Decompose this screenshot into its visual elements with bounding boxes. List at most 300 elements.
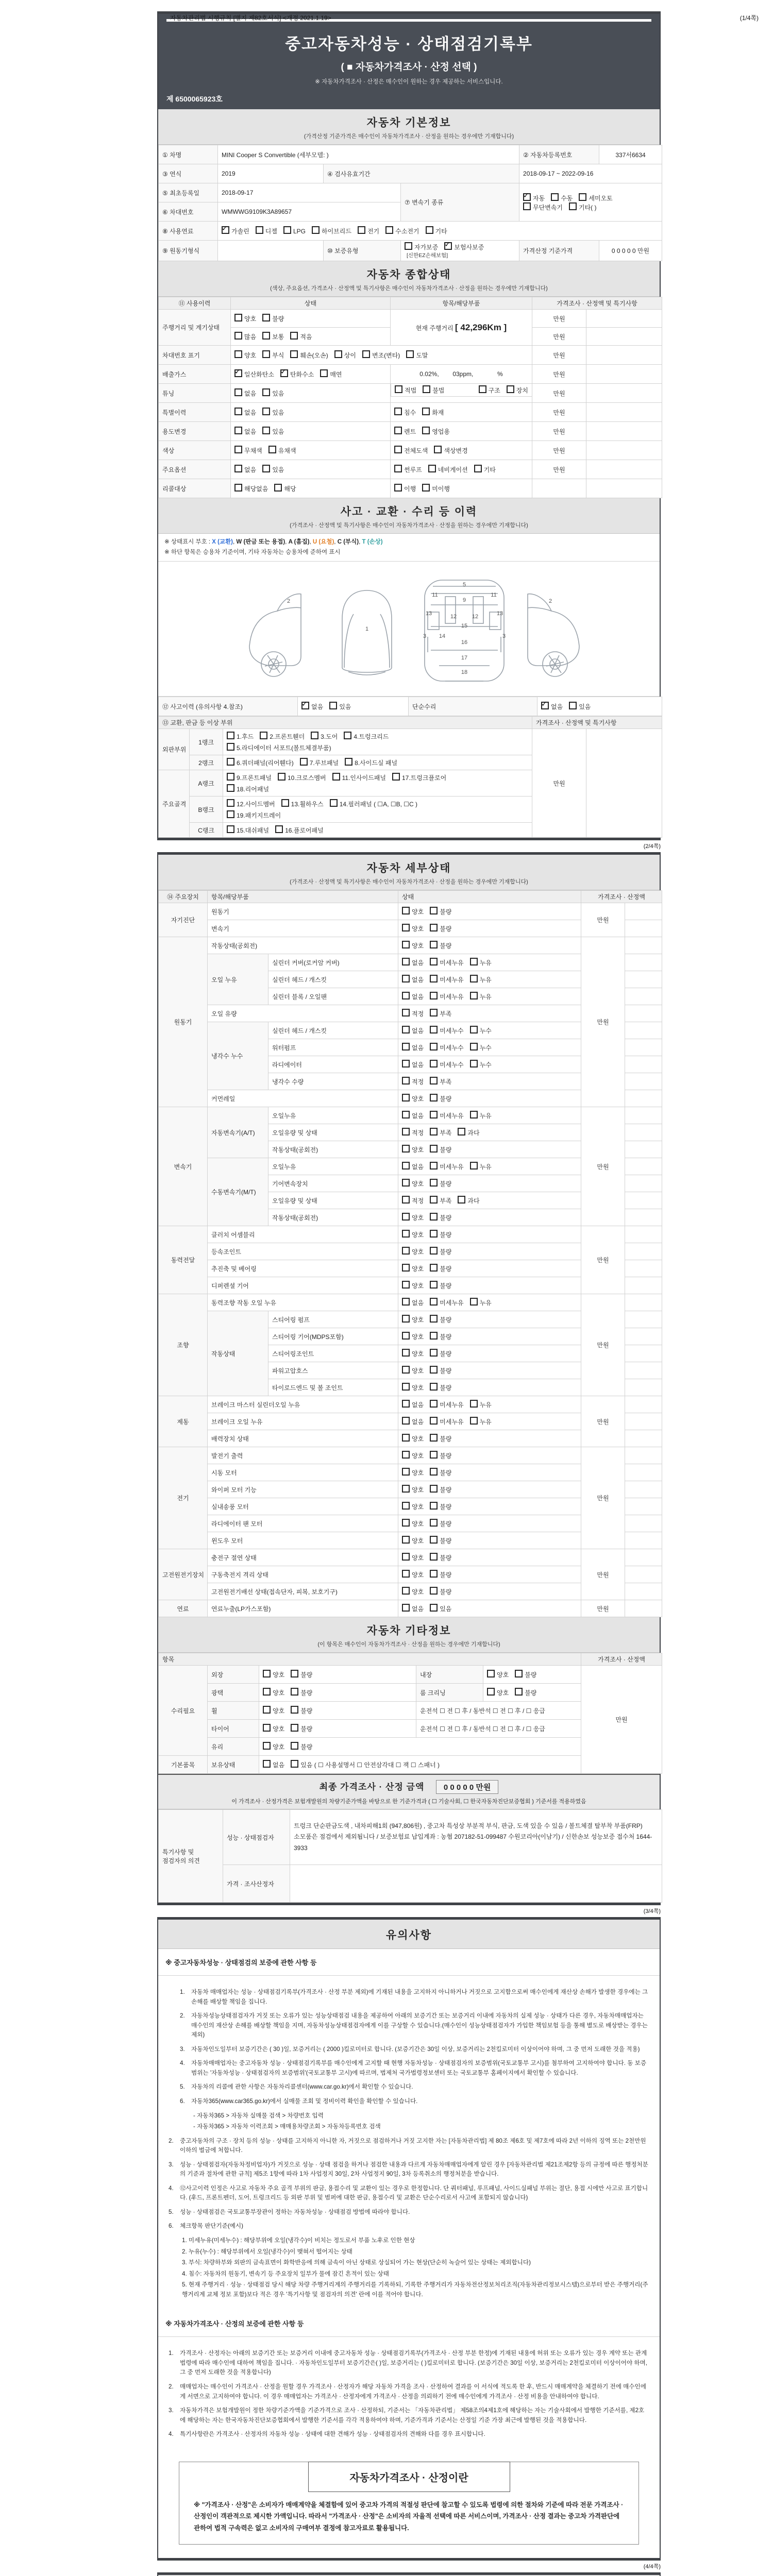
state-options bbox=[398, 937, 581, 954]
checkbox-누수[interactable] bbox=[470, 1060, 478, 1067]
checkbox-불량[interactable] bbox=[291, 1688, 298, 1696]
subgroup-label: 오일 누유 bbox=[208, 954, 268, 1005]
checkbox-누유[interactable] bbox=[470, 1400, 478, 1408]
checkbox-17.트렁크플로어[interactable] bbox=[392, 773, 400, 781]
notice-item-text: 자동차의 리콜에 관한 사항은 자동차리콜센터(www.car.go.kr)에서 확인할 수 있습니다. bbox=[191, 2083, 413, 2091]
option-label: 불량 bbox=[440, 1452, 452, 1460]
price-cell: 만원 bbox=[581, 1396, 625, 1447]
checkbox-해당[interactable] bbox=[274, 484, 282, 492]
checkbox-없음[interactable] bbox=[402, 1417, 410, 1425]
checkbox-과다[interactable] bbox=[458, 1128, 465, 1136]
checkbox-15.대쉬패널[interactable] bbox=[227, 825, 234, 833]
item-label: 작동상태(공회전) bbox=[268, 1209, 398, 1226]
checkbox-도말[interactable] bbox=[406, 350, 414, 358]
checkbox-과다[interactable] bbox=[458, 1196, 465, 1204]
checkbox-양호[interactable] bbox=[402, 1383, 410, 1391]
checkbox-양호[interactable] bbox=[263, 1670, 271, 1677]
notice-item-text: ⑫사고이력 인정은 사고로 자동차 주요 골격 부위의 판금, 용접수리 및 교환이 있는 경우로 한정합니다. 단 쿼터패널, 루프패널, 사이드실패널 부위는 절단, 용접 시에만 사고로 표기합니다. (후드, 프론트펜더, 도어, 트렁크리드 등 외판 부위 및 범퍼에 대한 판금, 용접수리 및 교환은 단순수리로서 사고에 포함되지 않습니다) bbox=[180, 2184, 648, 2201]
option-label: 세미오토 bbox=[589, 194, 613, 202]
checkbox-누수[interactable] bbox=[470, 1043, 478, 1050]
checkbox-누유[interactable] bbox=[470, 975, 478, 982]
checkbox-양호[interactable] bbox=[402, 1536, 410, 1544]
checkbox-불량[interactable] bbox=[430, 1570, 438, 1578]
etc-state-group bbox=[263, 1743, 312, 1751]
checkbox-미세누수[interactable] bbox=[430, 1043, 438, 1050]
inspector-opinion-label: 성능 · 상태점검자 bbox=[223, 1810, 290, 1865]
checkbox-불량[interactable] bbox=[430, 1264, 438, 1272]
checkbox-양호[interactable] bbox=[402, 1519, 410, 1527]
checkbox-가솔린[interactable] bbox=[222, 226, 229, 234]
checkbox-화재[interactable] bbox=[422, 408, 430, 415]
checkbox-불량[interactable] bbox=[430, 1451, 438, 1459]
checkbox-양호[interactable] bbox=[402, 1434, 410, 1442]
state-group bbox=[402, 993, 492, 1001]
state-options bbox=[398, 1294, 581, 1311]
special-history-group-2 bbox=[394, 409, 444, 416]
state-options bbox=[398, 1141, 581, 1158]
checkbox-불량[interactable] bbox=[430, 1094, 438, 1101]
accident-history-options bbox=[298, 697, 409, 716]
basic-info-note: (가격산정 기준가격은 매수인이 자동차가격조사 · 산정을 원하는 경우에만 기재합니다) bbox=[304, 133, 514, 140]
checkbox-없음[interactable] bbox=[263, 1760, 271, 1768]
checkbox-불량[interactable] bbox=[291, 1742, 298, 1750]
state-options bbox=[398, 954, 581, 971]
checkbox-렌트[interactable] bbox=[394, 427, 402, 434]
checkbox-해당없음[interactable] bbox=[234, 484, 242, 492]
checkbox-있음[interactable] bbox=[430, 1604, 438, 1612]
rank-item-group bbox=[227, 733, 389, 740]
notice-subitem: 4. 침수: 자동차의 원동기, 변속기 등 주요장치 일부가 물에 잠긴 흔적이 있는 상태 bbox=[182, 2270, 389, 2277]
checkbox-불량[interactable] bbox=[430, 1230, 438, 1238]
checkbox-6.쿼더패널(리어휀다)[interactable] bbox=[227, 758, 234, 766]
option-label: 불량 bbox=[440, 1214, 452, 1222]
checkbox-부식[interactable] bbox=[262, 350, 270, 358]
checkbox-부족[interactable] bbox=[430, 1128, 438, 1136]
price-cell: 만원 bbox=[581, 1294, 625, 1396]
checkbox-부족[interactable] bbox=[430, 1009, 438, 1016]
checkbox-11.인사이드패널[interactable] bbox=[332, 773, 340, 781]
checkbox-불량[interactable] bbox=[430, 1332, 438, 1340]
state-options bbox=[398, 1566, 581, 1583]
checkbox-기타( )[interactable] bbox=[569, 202, 577, 210]
checkbox-불량[interactable] bbox=[430, 1587, 438, 1595]
checkbox-불량[interactable] bbox=[430, 1179, 438, 1187]
option-label: 15.대쉬패널 bbox=[237, 827, 270, 835]
checkbox-있음[interactable] bbox=[262, 427, 270, 434]
checkbox-없음[interactable] bbox=[402, 1162, 410, 1170]
checkbox-18.리어패널[interactable] bbox=[227, 784, 234, 792]
checkbox-3.도어[interactable] bbox=[311, 732, 318, 739]
option-label: 양호 bbox=[412, 1571, 424, 1579]
blank-cell bbox=[625, 1277, 662, 1294]
checkbox-14.필러패널 ( ☐A, ☐B, ☐C )[interactable] bbox=[330, 799, 338, 807]
option-label: 양호 bbox=[412, 1231, 424, 1239]
checkbox-12.사이드멤버[interactable] bbox=[227, 799, 234, 807]
checkbox-전기[interactable] bbox=[358, 226, 365, 234]
checkbox-부족[interactable] bbox=[430, 1196, 438, 1204]
checkbox-없음[interactable] bbox=[402, 1400, 410, 1408]
option-label: 유채색 bbox=[278, 447, 296, 454]
checkbox-불량[interactable] bbox=[430, 1383, 438, 1391]
checkbox-LPG[interactable] bbox=[283, 226, 291, 234]
checkbox-네비게이션[interactable] bbox=[428, 465, 436, 472]
state-options bbox=[398, 1090, 581, 1107]
blank-cell bbox=[625, 1464, 662, 1481]
checkbox-없음[interactable] bbox=[402, 1043, 410, 1050]
checkbox-불량[interactable] bbox=[262, 314, 270, 321]
blank-cell bbox=[625, 1175, 662, 1192]
checkbox-5.라디에이터 서포트(볼트체결부품)[interactable] bbox=[227, 743, 234, 751]
checkbox-양호[interactable] bbox=[263, 1742, 271, 1750]
checkbox-장치[interactable] bbox=[507, 385, 514, 393]
checkbox-양호[interactable] bbox=[263, 1706, 271, 1714]
checkbox-없음[interactable] bbox=[402, 1111, 410, 1118]
checkbox-양호[interactable] bbox=[402, 1451, 410, 1459]
item-label: 동력조향 작동 오일 누유 bbox=[208, 1294, 398, 1311]
checkbox-불량[interactable] bbox=[291, 1724, 298, 1732]
checkbox-누유[interactable] bbox=[470, 1298, 478, 1306]
checkbox-세미오토[interactable] bbox=[579, 193, 586, 201]
checkbox-보통[interactable] bbox=[262, 332, 270, 340]
column-state: 상태 bbox=[398, 891, 581, 903]
checkbox-양호[interactable] bbox=[234, 350, 242, 358]
etc-state-options bbox=[259, 1666, 416, 1684]
checkbox-영업용[interactable] bbox=[422, 427, 430, 434]
checkbox-불량[interactable] bbox=[430, 907, 438, 914]
checkbox-없음[interactable] bbox=[234, 388, 242, 396]
checkbox-적정[interactable] bbox=[402, 1077, 410, 1084]
checkbox-이행[interactable] bbox=[394, 484, 402, 492]
notice-item-number: 5. bbox=[180, 2083, 185, 2091]
inspection-value: 2018-09-17 ~ 2022-09-16 bbox=[519, 164, 662, 183]
table-row bbox=[159, 1600, 662, 1617]
checkbox-적정[interactable] bbox=[402, 1128, 410, 1136]
checkbox-없음[interactable] bbox=[234, 465, 242, 472]
checkbox-미세누유[interactable] bbox=[430, 1111, 438, 1118]
notice-title: 유의사항 bbox=[385, 1929, 432, 1942]
checkbox-양호[interactable] bbox=[402, 1553, 410, 1561]
emission-values: 0.02%, 03ppm, % bbox=[391, 365, 532, 384]
checkbox-없음[interactable] bbox=[301, 702, 309, 709]
checkbox-불량[interactable] bbox=[430, 1502, 438, 1510]
checkbox-있음[interactable] bbox=[262, 465, 270, 472]
option-label: 불량 bbox=[440, 1367, 452, 1375]
checkbox-불량[interactable] bbox=[430, 1434, 438, 1442]
option-label: 양호 bbox=[497, 1671, 509, 1679]
state-group bbox=[402, 1231, 451, 1239]
checkbox-일산화탄소[interactable] bbox=[234, 369, 242, 377]
state-options bbox=[398, 1158, 581, 1175]
checkbox-썬루프[interactable] bbox=[394, 465, 402, 472]
device-label: 연료 bbox=[159, 1600, 208, 1617]
option-label: 불량 bbox=[440, 1265, 452, 1273]
checkbox-1.후드[interactable] bbox=[227, 732, 234, 739]
page-3 bbox=[157, 1917, 661, 2561]
checkbox-훼손(오손)[interactable] bbox=[290, 350, 298, 358]
checkbox-양호[interactable] bbox=[402, 1264, 410, 1272]
checkbox-적법[interactable] bbox=[395, 385, 402, 393]
diagram-number: 15 bbox=[461, 623, 467, 630]
checkbox-미세누유[interactable] bbox=[430, 958, 438, 965]
state-group bbox=[402, 1282, 451, 1290]
checkbox-누유[interactable] bbox=[470, 992, 478, 999]
checkbox-상이[interactable] bbox=[334, 350, 342, 358]
checkbox-있음[interactable] bbox=[329, 702, 337, 709]
checkbox-없음[interactable] bbox=[402, 1026, 410, 1033]
table-row bbox=[159, 1666, 662, 1684]
checkbox-수동[interactable] bbox=[551, 193, 559, 201]
price-cell: 만원 bbox=[532, 384, 586, 403]
checkbox-색상변경[interactable] bbox=[434, 446, 442, 453]
checkbox-침수[interactable] bbox=[394, 408, 402, 415]
checkbox-미세누유[interactable] bbox=[430, 1162, 438, 1170]
usage-change-options-2 bbox=[391, 422, 532, 441]
checkbox-없음[interactable] bbox=[402, 958, 410, 965]
checkbox-누유[interactable] bbox=[470, 1417, 478, 1425]
option-label: 렌트 bbox=[404, 428, 416, 435]
blank-cell bbox=[625, 1413, 662, 1430]
rank-items bbox=[223, 796, 532, 823]
checkbox-누유[interactable] bbox=[470, 1111, 478, 1118]
checkbox-하이브리드[interactable] bbox=[312, 226, 320, 234]
checkbox-있음[interactable] bbox=[291, 1760, 298, 1768]
notice-items-1 bbox=[180, 1988, 649, 2132]
checkbox-유채색[interactable] bbox=[268, 446, 276, 453]
checkbox-전체도색[interactable] bbox=[394, 446, 402, 453]
checkbox-적음[interactable] bbox=[290, 332, 298, 340]
option-label: 불량 bbox=[525, 1689, 537, 1697]
checkbox-양호[interactable] bbox=[402, 1281, 410, 1289]
checkbox-기타[interactable] bbox=[474, 465, 482, 472]
item-label: 작동상태(공회전) bbox=[268, 1141, 398, 1158]
checkbox-양호[interactable] bbox=[402, 1587, 410, 1595]
option-label: 누유 bbox=[479, 1418, 492, 1426]
item-label: 연료누출(LP가스포함) bbox=[208, 1600, 398, 1617]
rank-label: A랭크 bbox=[190, 770, 223, 796]
checkbox-양호[interactable] bbox=[402, 1570, 410, 1578]
checkbox-미이행[interactable] bbox=[422, 484, 430, 492]
checkbox-양호[interactable] bbox=[234, 314, 242, 321]
checkbox-양호[interactable] bbox=[402, 1485, 410, 1493]
checkbox-양호[interactable] bbox=[402, 1315, 410, 1323]
table-row bbox=[159, 145, 662, 164]
checkbox-미세누유[interactable] bbox=[430, 975, 438, 982]
accident-note: (가격조사 · 산정액 및 특기사항은 매수인이 자동차가격조사 · 산정을 원하는 경우에만 기재합니다) bbox=[290, 522, 528, 529]
option-label: 영업용 bbox=[432, 428, 450, 435]
checkbox-7.루브패널[interactable] bbox=[300, 758, 308, 766]
checkbox-양호[interactable] bbox=[402, 1179, 410, 1187]
checkbox-16.플로어패널[interactable] bbox=[275, 825, 283, 833]
document-title: 중고자동차성능 · 상태점검기록부 bbox=[285, 35, 533, 53]
checkbox-불량[interactable] bbox=[430, 1366, 438, 1374]
checkbox-불량[interactable] bbox=[430, 1247, 438, 1255]
checkbox-불량[interactable] bbox=[430, 1485, 438, 1493]
notice-section1-title: ※ 중고자동차성능 · 상태점검의 보증에 관한 사항 등 bbox=[158, 1949, 660, 1976]
checkbox-불량[interactable] bbox=[291, 1670, 298, 1677]
checkbox-디젤[interactable] bbox=[256, 226, 263, 234]
checkbox-부족[interactable] bbox=[430, 1077, 438, 1084]
state-group bbox=[402, 1333, 451, 1341]
checkbox-불량[interactable] bbox=[430, 1315, 438, 1323]
notice-list-1 bbox=[158, 1976, 660, 2310]
document-content bbox=[157, 11, 661, 2576]
checkbox-미세누수[interactable] bbox=[430, 1026, 438, 1033]
checkbox-없음[interactable] bbox=[234, 427, 242, 434]
checkbox-양호[interactable] bbox=[402, 1094, 410, 1101]
checkbox-2.프론트휀더[interactable] bbox=[260, 732, 267, 739]
diagram-number: 11 bbox=[431, 592, 438, 599]
checkbox-양호[interactable] bbox=[402, 1366, 410, 1374]
checkbox-양호[interactable] bbox=[402, 924, 410, 931]
notice-item bbox=[169, 2184, 649, 2203]
checkbox-자동[interactable] bbox=[523, 193, 531, 201]
checkbox-많음[interactable] bbox=[234, 332, 242, 340]
checkbox-양호[interactable] bbox=[487, 1688, 495, 1696]
checkbox-없음[interactable] bbox=[402, 975, 410, 982]
checkbox-불량[interactable] bbox=[430, 1519, 438, 1527]
tuning-options-1 bbox=[231, 384, 391, 403]
etc-position-options: 운전석 ☐ 전 ☐ 후 / 동반석 ☐ 전 ☐ 후 / ☐ 응급 bbox=[416, 1702, 581, 1720]
rank-item-group bbox=[227, 801, 417, 808]
checkbox-양호[interactable] bbox=[402, 1502, 410, 1510]
checkbox-누수[interactable] bbox=[470, 1026, 478, 1033]
checkbox-매연[interactable] bbox=[320, 369, 328, 377]
checkbox-무단변속기[interactable] bbox=[523, 202, 531, 210]
option-label: 많음 bbox=[244, 333, 257, 341]
checkbox-양호[interactable] bbox=[487, 1670, 495, 1677]
checkbox-양호[interactable] bbox=[263, 1724, 271, 1732]
accident-history-table bbox=[158, 697, 662, 716]
checkbox-불량[interactable] bbox=[291, 1706, 298, 1714]
etc-item-label: 휠 bbox=[208, 1702, 259, 1720]
state-group bbox=[402, 976, 492, 984]
checkbox-불량[interactable] bbox=[430, 1536, 438, 1544]
option-label: 양호 bbox=[412, 1486, 424, 1494]
option-label: 기타 bbox=[483, 466, 496, 473]
notice-item-text: 자동차매매업자는 중고자동차 성능 · 상태점검기록부를 매수인에게 고지할 때 현행 자동차성능 · 상태점검자의 보증범위(국토교통부 고시)를 첨부하여 고지하여야 합니다. 동 보증범위는 '자동차성능 · 상태점검자의 보증범위'(국토교통부 고시)에 따르며, 법제처 국가법령정보센터 또는 국토교통부 홈페이지에서 확인할 수 있습니다. bbox=[191, 2060, 647, 2076]
checkbox-불량[interactable] bbox=[430, 1213, 438, 1221]
option-label: 불량 bbox=[440, 1554, 452, 1562]
checkbox-양호[interactable] bbox=[402, 1349, 410, 1357]
checkbox-있음[interactable] bbox=[262, 388, 270, 396]
option-label: 불량 bbox=[440, 1146, 452, 1154]
rank-item-group bbox=[227, 827, 324, 834]
checkbox-양호[interactable] bbox=[402, 941, 410, 948]
option-label: 12.사이드멤버 bbox=[237, 801, 275, 808]
checkbox-9.프론트패널[interactable] bbox=[227, 773, 234, 781]
checkbox-8.사이드실 패널[interactable] bbox=[345, 758, 352, 766]
option-label: 침수 bbox=[404, 409, 416, 416]
checkbox-양호[interactable] bbox=[402, 1213, 410, 1221]
state-group bbox=[402, 1571, 451, 1579]
checkbox-불량[interactable] bbox=[430, 1468, 438, 1476]
checkbox-자가보증[interactable] bbox=[405, 242, 412, 250]
notice-item bbox=[169, 2160, 649, 2179]
option-label: 없음 bbox=[244, 390, 257, 397]
checkbox-누유[interactable] bbox=[470, 958, 478, 965]
checkbox-불량[interactable] bbox=[430, 1349, 438, 1357]
recall-group-1 bbox=[234, 485, 296, 493]
checkbox-미세누유[interactable] bbox=[430, 1417, 438, 1425]
checkbox-양호[interactable] bbox=[402, 1247, 410, 1255]
checkbox-있음[interactable] bbox=[569, 702, 577, 709]
checkbox-없음[interactable] bbox=[402, 992, 410, 999]
checkbox-미세누유[interactable] bbox=[430, 1298, 438, 1306]
checkbox-양호[interactable] bbox=[402, 907, 410, 914]
checkbox-19.패키지트레이[interactable] bbox=[227, 810, 234, 818]
checkbox-불량[interactable] bbox=[430, 1145, 438, 1153]
checkbox-불법[interactable] bbox=[423, 385, 430, 393]
item-label: 클러치 어셈블리 bbox=[208, 1226, 398, 1243]
option-label: 있음 bbox=[440, 1605, 452, 1613]
checkbox-없음[interactable] bbox=[402, 1060, 410, 1067]
checkbox-양호[interactable] bbox=[263, 1688, 271, 1696]
item-label: 고전원전기배선 상태(접속단자, 피복, 보호기구) bbox=[208, 1583, 398, 1600]
option-label: 16.플로어패널 bbox=[285, 827, 324, 835]
notice-item-number: 3. bbox=[169, 2407, 174, 2414]
checkbox-수소전기[interactable] bbox=[385, 226, 393, 234]
checkbox-불량[interactable] bbox=[430, 924, 438, 931]
hold-extra: ( ☐ 사용설명서 ☐ 안전삼각대 ☐ 잭 ☐ 스패너 ) bbox=[312, 1761, 440, 1769]
checkbox-탄화수소[interactable] bbox=[280, 369, 288, 377]
notice-subitem: 5. 현재 주행거리 · 성능 · 상태점검 당시 해당 차량 주행거리계의 주행거리를 기록하되, 기록한 주행거리가 자동차전산정보처리조직(자동차관리정보시스템)으로부터 받은 주행거리(주행거리계 교체 정보 포함)보다 적은 경우 '특기사항 및 점검자의 의견' 란에 이를 적어야 합니다. bbox=[182, 2281, 648, 2298]
diagram-number: 11 bbox=[490, 592, 497, 599]
checkbox-불량[interactable] bbox=[430, 1553, 438, 1561]
checkbox-미세누유[interactable] bbox=[430, 1400, 438, 1408]
checkbox-10.크로스멤버[interactable] bbox=[278, 773, 285, 781]
checkbox-미세누수[interactable] bbox=[430, 1060, 438, 1067]
checkbox-적정[interactable] bbox=[402, 1009, 410, 1016]
checkbox-없음[interactable] bbox=[402, 1298, 410, 1306]
checkbox-양호[interactable] bbox=[402, 1230, 410, 1238]
checkbox-불량[interactable] bbox=[515, 1670, 523, 1677]
item-label: 스티어링조인트 bbox=[268, 1345, 398, 1362]
option-label: 불량 bbox=[300, 1743, 313, 1751]
checkbox-13.휠하우스[interactable] bbox=[281, 799, 289, 807]
checkbox-적정[interactable] bbox=[402, 1196, 410, 1204]
checkbox-기타[interactable] bbox=[426, 226, 433, 234]
checkbox-미세누유[interactable] bbox=[430, 992, 438, 999]
checkbox-4.트렁크리드[interactable] bbox=[344, 732, 351, 739]
option-label: 양호 bbox=[412, 1503, 424, 1511]
item-label: 라디에이터 팬 모터 bbox=[208, 1515, 398, 1532]
checkbox-양호[interactable] bbox=[402, 1468, 410, 1476]
option-label: 18.리어패널 bbox=[237, 786, 270, 793]
checkbox-변조(변타)[interactable] bbox=[362, 350, 370, 358]
option-label: 8.사이드실 패널 bbox=[355, 759, 398, 767]
blank-cell bbox=[625, 1209, 662, 1226]
checkbox-누유[interactable] bbox=[470, 1162, 478, 1170]
checkbox-무채색[interactable] bbox=[234, 446, 242, 453]
price-cell: 만원 bbox=[581, 1226, 625, 1294]
checkbox-없음[interactable] bbox=[402, 1604, 410, 1612]
checkbox-보험사보증[interactable] bbox=[444, 242, 452, 250]
option-label: 미세누유 bbox=[440, 993, 464, 1001]
etc-item-label-2: 내장 bbox=[416, 1666, 483, 1684]
item-label: 충전구 절연 상태 bbox=[208, 1549, 398, 1566]
checkbox-양호[interactable] bbox=[402, 1332, 410, 1340]
option-label: 미세누수 bbox=[440, 1027, 464, 1035]
checkbox-불량[interactable] bbox=[430, 1281, 438, 1289]
checkbox-없음[interactable] bbox=[541, 702, 549, 709]
checkbox-구조[interactable] bbox=[479, 385, 486, 393]
checkbox-불량[interactable] bbox=[515, 1688, 523, 1696]
option-label: 불량 bbox=[300, 1725, 313, 1733]
checkbox-있음[interactable] bbox=[262, 408, 270, 415]
checkbox-불량[interactable] bbox=[430, 941, 438, 948]
checkbox-양호[interactable] bbox=[402, 1145, 410, 1153]
checkbox-없음[interactable] bbox=[234, 408, 242, 415]
